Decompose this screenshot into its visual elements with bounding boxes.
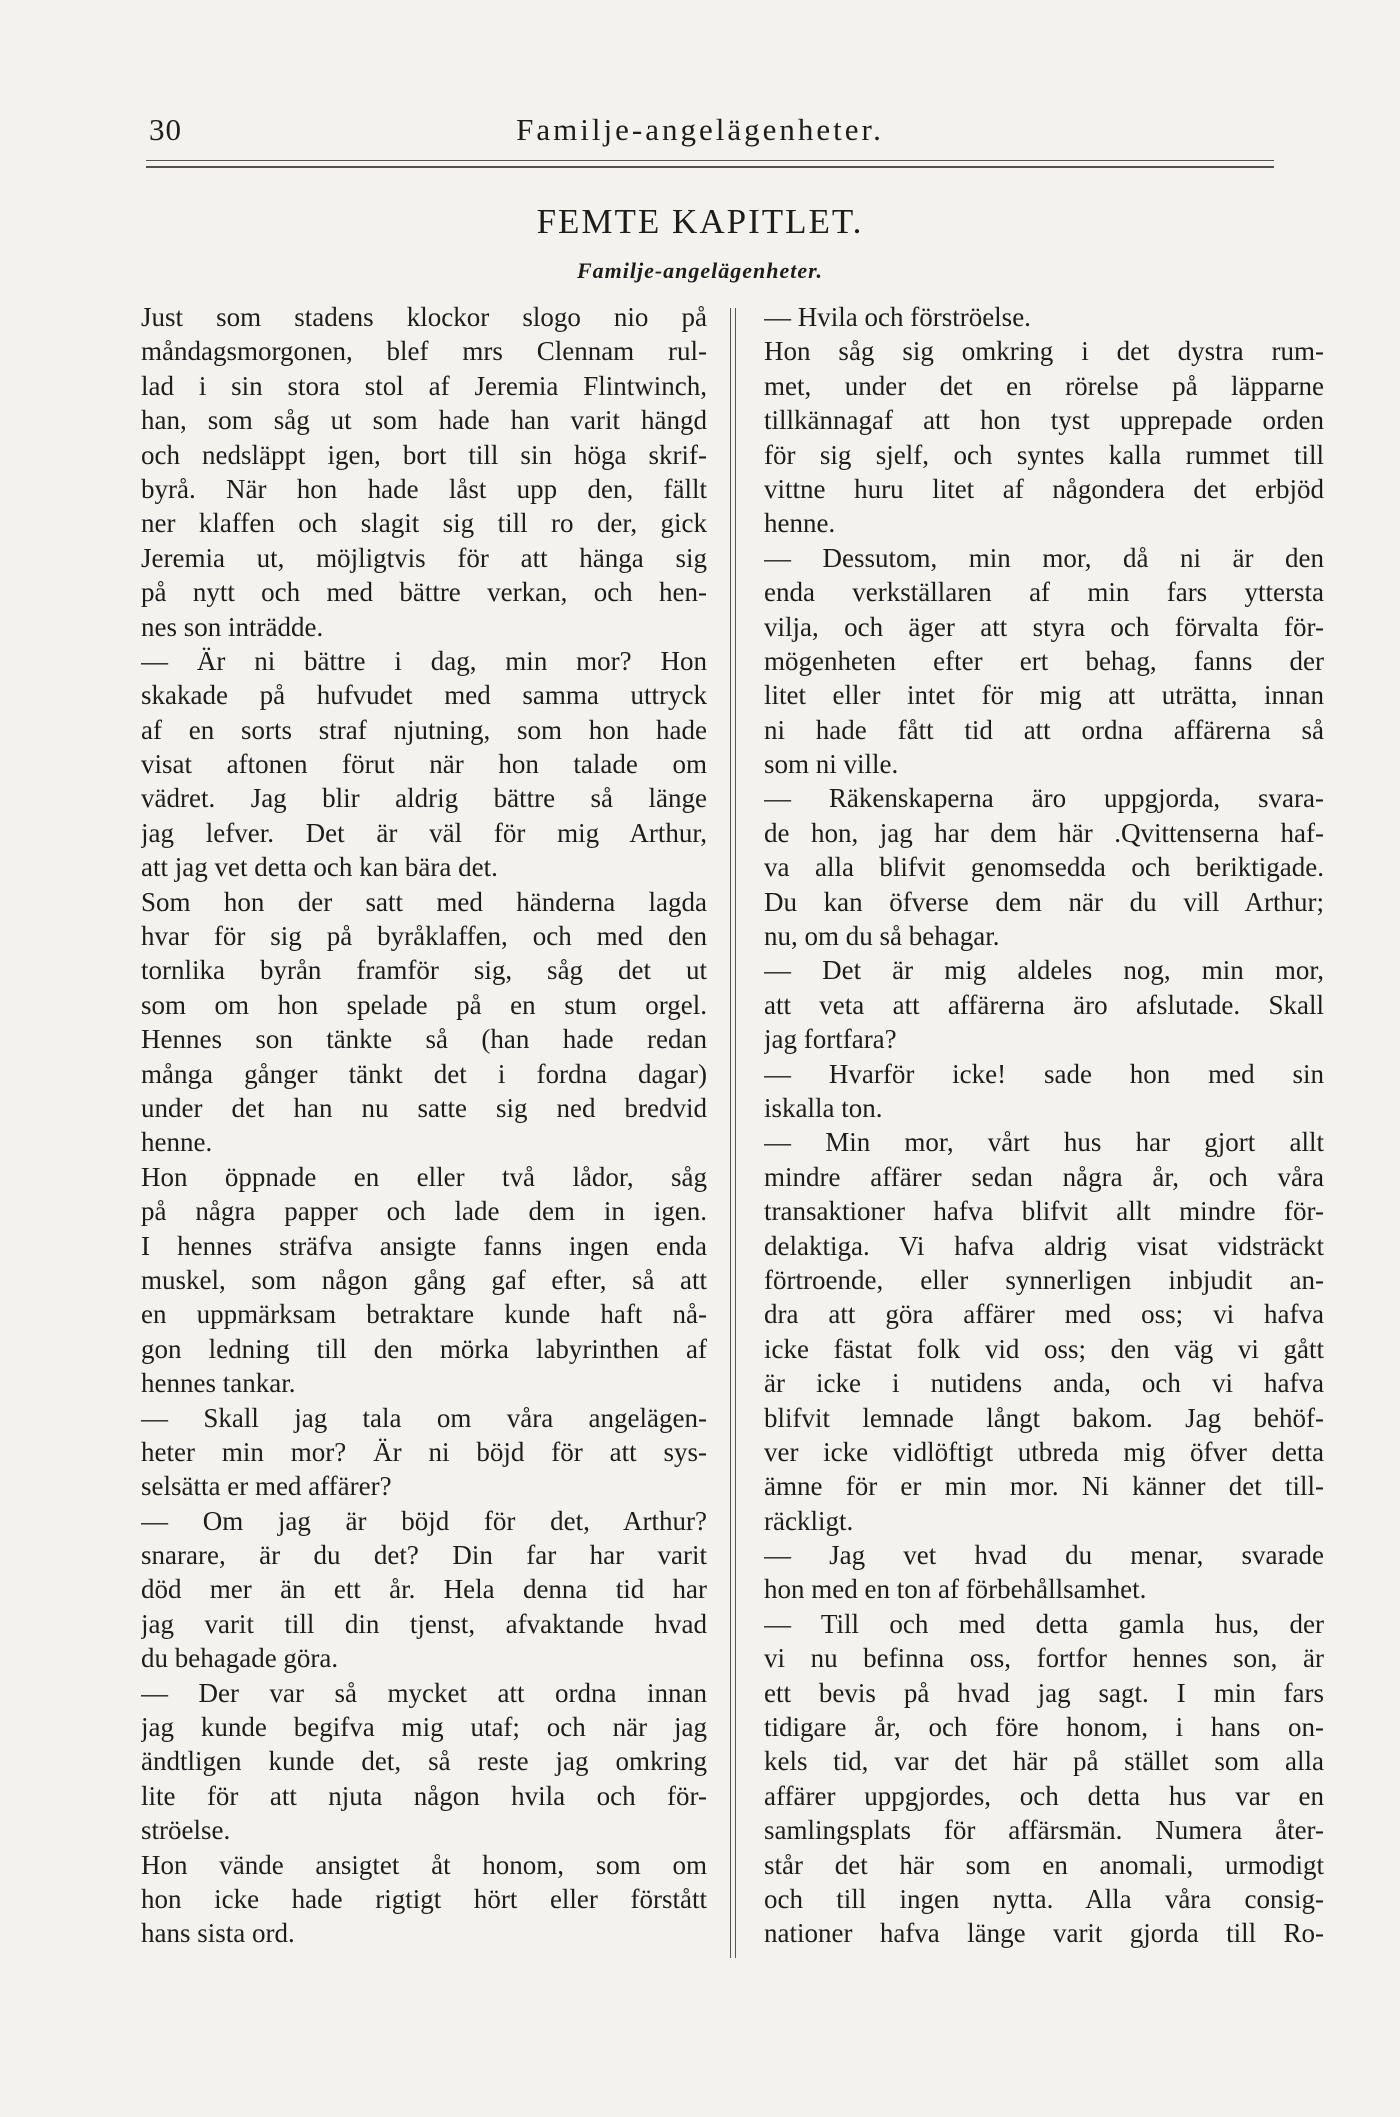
text-line: Hon såg sig omkring i det dystra rum-: [764, 336, 1324, 367]
text-line: de hon, jag har dem här .Qvittenserna haf-: [764, 817, 1324, 848]
text-line: ett bevis på hvad jag sagt. I min fars: [764, 1677, 1324, 1708]
running-head: [0, 112, 1400, 152]
text-line: byrå. När hon hade låst upp den, fällt: [141, 473, 707, 504]
text-line: en uppmärksam betraktare kunde haft nå-: [141, 1299, 707, 1330]
text-line: vädret. Jag blir aldrig bättre så länge: [141, 783, 707, 814]
text-line: Hon vände ansigtet åt honom, som om: [141, 1849, 707, 1880]
text-line: död mer än ett år. Hela denna tid har: [141, 1574, 707, 1605]
text-line: nationer hafva länge varit gjorda till Ro-: [764, 1918, 1324, 1949]
text-line: henne.: [141, 1127, 213, 1158]
text-line: vittne huru litet af någondera det erbjöd: [764, 473, 1324, 504]
text-line: ver icke vidlöftigt utbreda mig öfver detta: [764, 1436, 1324, 1467]
text-line: tornlika byrån framför sig, såg det ut: [141, 955, 707, 986]
text-line: iskalla ton.: [764, 1092, 883, 1123]
text-line: gon ledning till den mörka labyrinthen af: [141, 1333, 707, 1364]
text-line: nes son inträdde.: [141, 611, 324, 642]
text-line: vi nu befinna oss, fortfor hennes son, är: [764, 1643, 1324, 1674]
text-line: — Om jag är böjd för det, Arthur?: [141, 1505, 707, 1536]
chapter-subtitle: Familje-angelägenheter.: [576, 258, 824, 283]
text-line: hvar för sig på byråklaffen, och med den: [141, 921, 707, 952]
text-line: som ni ville.: [764, 749, 899, 780]
text-line: ni hade fått tid att ordna affärerna så: [764, 714, 1324, 745]
text-line: att veta att affärerna äro afslutade. Skall: [764, 989, 1324, 1020]
text-line: — Jag vet hvad du menar, svarade: [764, 1540, 1324, 1571]
running-title: Familje-angelägenheter.: [516, 112, 884, 147]
text-line: affärer uppgjordes, och detta hus var en: [764, 1780, 1324, 1811]
text-line: af en sorts straf njutning, som hon hade: [141, 714, 707, 745]
text-line: på några papper och lade dem in igen.: [141, 1196, 707, 1227]
text-line: måndagsmorgonen, blef mrs Clennam rul-: [141, 336, 707, 367]
text-line: — Räkenskaperna äro uppgjorda, svara-: [764, 783, 1324, 814]
text-line: — Hvarför icke! sade hon med sin: [764, 1058, 1324, 1089]
text-line: blifvit lemnade långt bakom. Jag behöf-: [764, 1402, 1324, 1433]
text-line: många gånger tänkt det i fordna dagar): [141, 1058, 707, 1089]
text-line: Hon öppnade en eller två lådor, såg: [141, 1161, 707, 1192]
text-line: ämne för er min mor. Ni känner det till-: [764, 1471, 1324, 1502]
text-line: visat aftonen förut när hon talade om: [141, 749, 707, 780]
text-line: snarare, är du det? Din far har varit: [141, 1540, 707, 1571]
text-line: lite för att njuta någon hvila och för-: [141, 1780, 707, 1811]
chapter-title: FEMTE KAPITLET.: [536, 202, 864, 241]
text-line: skakade på hufvudet med samma uttryck: [141, 680, 707, 711]
text-line: du behagade göra.: [141, 1643, 339, 1674]
text-line: står det här som en anomali, urmodigt: [764, 1849, 1324, 1880]
left-text-column: [141, 300, 707, 1951]
text-line: lad i sin stora stol af Jeremia Flintwinch,: [141, 370, 707, 401]
text-line: icke fästat folk vid oss; den väg vi gått: [764, 1333, 1324, 1364]
text-line: heter min mor? Är ni böjd för att sys-: [141, 1436, 707, 1467]
text-line: förtroende, eller synnerligen inbjudit an-: [764, 1264, 1324, 1295]
page-number: 30: [149, 112, 182, 147]
text-line: henne.: [764, 508, 836, 539]
text-line: vilja, och äger att styra och förvalta för-: [764, 611, 1324, 642]
text-line: att jag vet detta och kan bära det.: [141, 852, 498, 883]
column-divider-rule: [730, 308, 736, 1958]
text-line: ströelse.: [141, 1815, 231, 1846]
text-line: hon icke hade rigtigt hört eller förstått: [141, 1883, 707, 1914]
text-line: jag varit till din tjenst, afvaktande hvad: [141, 1608, 707, 1639]
text-line: för sig sjelf, och syntes kalla rummet till: [764, 439, 1324, 470]
text-line: under det han nu satte sig ned bredvid: [141, 1092, 707, 1123]
text-line: tidigare år, och före honom, i hans on-: [764, 1712, 1324, 1743]
text-line: transaktioner hafva blifvit allt mindre för-: [764, 1196, 1324, 1227]
text-line: mindre affärer sedan några år, och våra: [764, 1161, 1324, 1192]
text-line: — Skall jag tala om våra angelägen-: [141, 1402, 707, 1433]
text-line: kels tid, var det här på stället som alla: [764, 1746, 1324, 1777]
text-line: Hennes son tänkte så (han hade redan: [141, 1024, 707, 1055]
text-line: delaktiga. Vi hafva aldrig visat vidsträckt: [764, 1230, 1324, 1261]
text-line: Jeremia ut, möjligtvis för att hänga sig: [141, 542, 707, 573]
text-line: ändtligen kunde det, så reste jag omkring: [141, 1746, 707, 1777]
text-line: på nytt och med bättre verkan, och hen-: [141, 577, 707, 608]
header-rule: [146, 160, 1274, 168]
text-line: va alla blifvit genomsedda och beriktigade.: [764, 852, 1324, 883]
text-line: hennes tankar.: [141, 1368, 296, 1399]
text-line: som om hon spelade på en stum orgel.: [141, 989, 707, 1020]
text-line: jag lefver. Det är väl för mig Arthur,: [141, 817, 707, 848]
text-line: nu, om du så behagar.: [764, 921, 1000, 952]
text-line: Som hon der satt med händerna lagda: [141, 886, 707, 917]
text-line: litet eller intet för mig att uträtta, innan: [764, 680, 1324, 711]
text-line: — Är ni bättre i dag, min mor? Hon: [141, 645, 707, 676]
text-line: — Hvila och förströelse.: [764, 302, 1031, 332]
text-line: tillkännagaf att hon tyst upprepade orden: [764, 405, 1324, 436]
text-line: jag fortfara?: [764, 1024, 897, 1055]
text-line: och nedsläppt igen, bort till sin höga skrif-: [141, 439, 707, 470]
text-line: muskel, som någon gång gaf efter, så att: [141, 1264, 707, 1295]
text-line: mögenheten efter ert behag, fanns der: [764, 645, 1324, 676]
text-line: räckligt.: [764, 1505, 854, 1536]
right-text-column: [764, 300, 1324, 1951]
text-line: — Min mor, vårt hus har gjort allt: [764, 1127, 1324, 1158]
text-line: Du kan öfverse dem när du vill Arthur;: [764, 886, 1324, 917]
text-line: hon med en ton af förbehållsamhet.: [764, 1574, 1147, 1605]
text-line: selsätta er med affärer?: [141, 1471, 392, 1502]
text-line: han, som såg ut som hade han varit hängd: [141, 405, 707, 436]
text-line: Just som stadens klockor slogo nio på: [141, 302, 707, 332]
text-line: jag kunde begifva mig utaf; och när jag: [141, 1712, 707, 1743]
text-line: — Det är mig aldeles nog, min mor,: [764, 955, 1324, 986]
text-line: hans sista ord.: [141, 1918, 295, 1949]
text-line: — Till och med detta gamla hus, der: [764, 1608, 1324, 1639]
text-line: och till ingen nytta. Alla våra consig-: [764, 1883, 1324, 1914]
text-line: — Dessutom, min mor, då ni är den: [764, 542, 1324, 573]
text-line: ner klaffen och slagit sig till ro der, gick: [141, 508, 707, 539]
text-line: I hennes sträfva ansigte fanns ingen enda: [141, 1230, 707, 1261]
text-line: enda verkställaren af min fars yttersta: [764, 577, 1324, 608]
text-line: samlingsplats för affärsmän. Numera åter-: [764, 1815, 1324, 1846]
text-line: met, under det en rörelse på läpparne: [764, 370, 1324, 401]
text-line: är icke i nutidens anda, och vi hafva: [764, 1368, 1324, 1399]
text-line: — Der var så mycket att ordna innan: [141, 1677, 707, 1708]
text-line: dra att göra affärer med oss; vi hafva: [764, 1299, 1324, 1330]
